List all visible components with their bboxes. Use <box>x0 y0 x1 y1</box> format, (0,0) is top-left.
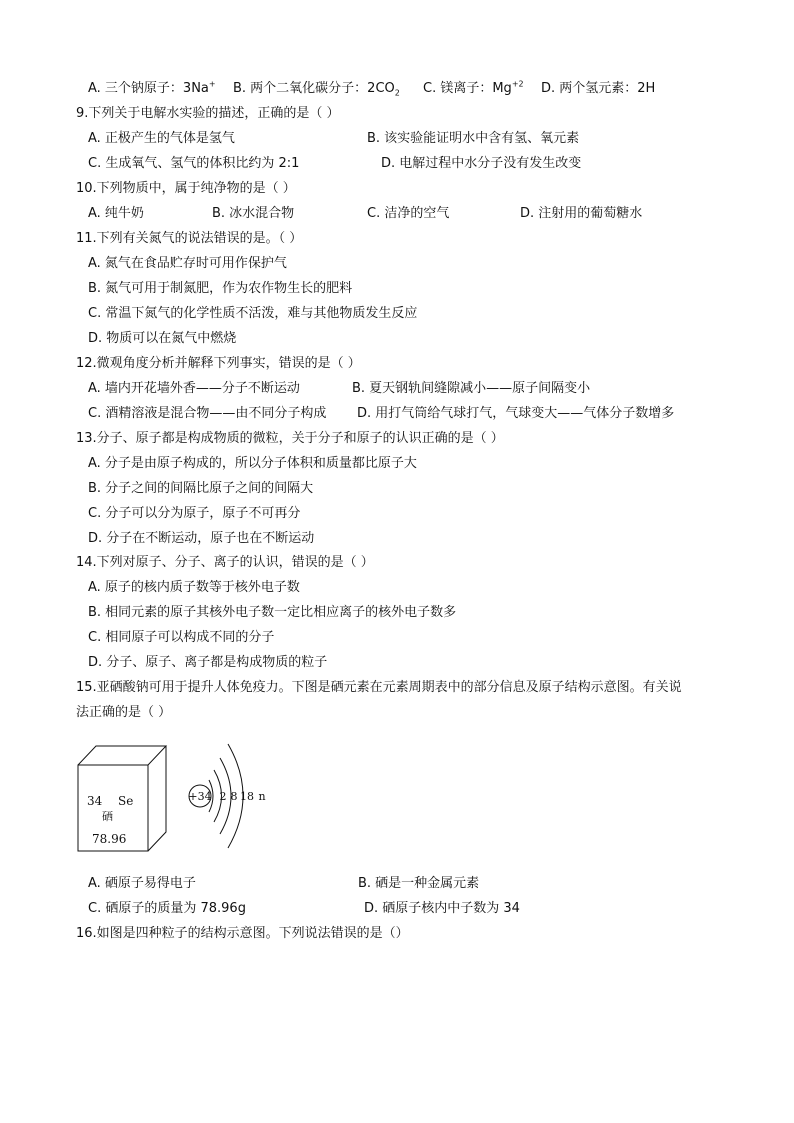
q16-stem: 16.如图是四种粒子的结构示意图。下列说法错误的是（） <box>76 926 409 941</box>
shell-electrons-1: 2 <box>219 790 227 803</box>
nuclear-charge: +34 <box>188 790 212 803</box>
q12-option-c: C. 酒精溶液是混合物——由不同分子构成 <box>88 406 327 421</box>
atomic-mass: 78.96 <box>92 832 127 846</box>
q11-option-c: C. 常温下氮气的化学性质不活泼，难与其他物质发生反应 <box>88 306 418 321</box>
q15-stem-line1: 15.亚硒酸钠可用于提升人体免疫力。下图是硒元素在元素周期表中的部分信息及原子结构示意图。有关说 <box>76 680 682 695</box>
element-symbol: Se <box>118 794 134 808</box>
atom-structure-diagram <box>188 744 265 848</box>
q11-option-a: A. 氮气在食品贮存时可用作保护气 <box>88 256 287 271</box>
shell-electrons-4: n <box>258 790 266 803</box>
q10-option-b: B. 冰水混合物 <box>212 206 295 221</box>
q13-option-b: B. 分子之间的间隔比原子之间的间隔大 <box>88 481 314 496</box>
q15-option-d: D. 硒原子核内中子数为 34 <box>364 901 520 916</box>
q13-option-c: C. 分子可以分为原子，原子不可再分 <box>88 506 301 521</box>
q14-option-d: D. 分子、原子、离子都是构成物质的粒子 <box>88 655 328 670</box>
q11-option-b: B. 氮气可用于制氮肥，作为农作物生长的肥料 <box>88 281 353 296</box>
q11-stem: 11.下列有关氮气的说法错误的是。（ ） <box>76 231 303 246</box>
atomic-number: 34 <box>87 794 103 808</box>
q8-option-a: A. 三个钠原子：3Na+ <box>88 79 216 96</box>
q10-option-c: C. 洁净的空气 <box>367 206 450 221</box>
q9-option-b: B. 该实验能证明水中含有氢、氧元素 <box>367 131 580 146</box>
q13-option-a: A. 分子是由原子构成的，所以分子体积和质量都比原子大 <box>88 456 417 471</box>
q12-option-d: D. 用打气筒给气球打气，气球变大——气体分子数增多 <box>357 406 675 421</box>
q12-stem: 12.微观角度分析并解释下列事实，错误的是（ ） <box>76 356 361 371</box>
shell-electrons-3: 18 <box>240 790 254 803</box>
q11-option-d: D. 物质可以在氮气中燃烧 <box>88 331 237 346</box>
q15-option-b: B. 硒是一种金属元素 <box>358 876 480 891</box>
q14-stem: 14.下列对原子、分子、离子的认识，错误的是（ ） <box>76 555 374 570</box>
q14-option-b: B. 相同元素的原子其核外电子数一定比相应离子的核外电子数多 <box>88 605 457 620</box>
q8-option-d: D. 两个氢元素：2H <box>541 81 656 96</box>
q14-option-a: A. 原子的核内质子数等于核外电子数 <box>88 580 300 595</box>
q14-option-c: C. 相同原子可以构成不同的分子 <box>88 630 275 645</box>
q10-option-a: A. 纯牛奶 <box>88 206 144 221</box>
selenium-figure <box>76 728 276 858</box>
element-name: 硒 <box>102 810 113 823</box>
q12-option-b: B. 夏天钢轨间缝隙减小——原子间隔变小 <box>352 381 591 396</box>
q15-option-c: C. 硒原子的质量为 78.96g <box>88 901 246 916</box>
shell-electrons-2: 8 <box>230 790 238 803</box>
q9-option-c: C. 生成氧气、氢气的体积比约为 2:1 <box>88 156 300 171</box>
q9-option-d: D. 电解过程中水分子没有发生改变 <box>381 156 582 171</box>
q15-stem-line2: 法正确的是（ ） <box>76 705 172 720</box>
q10-option-d: D. 注射用的葡萄糖水 <box>520 206 643 221</box>
q9-stem: 9.下列关于电解水实验的描述，正确的是（ ） <box>76 106 340 121</box>
q8-option-c: C. 镁离子：$Mg^{+2}$ <box>423 79 524 96</box>
q12-option-a: A. 墙内开花墙外香——分子不断运动 <box>88 381 300 396</box>
q13-stem: 13.分子、原子都是构成物质的微粒，关于分子和原子的认识正确的是（ ） <box>76 431 504 446</box>
q8-option-b: B. 两个二氧化碳分子：$2CO_2$ <box>233 81 400 98</box>
q9-option-a: A. 正极产生的气体是氢气 <box>88 131 235 146</box>
q15-option-a: A. 硒原子易得电子 <box>88 876 196 891</box>
q13-option-d: D. 分子在不断运动，原子也在不断运动 <box>88 531 315 546</box>
periodic-table-cell <box>78 746 166 851</box>
q10-stem: 10.下列物质中，属于纯净物的是（ ） <box>76 181 296 196</box>
